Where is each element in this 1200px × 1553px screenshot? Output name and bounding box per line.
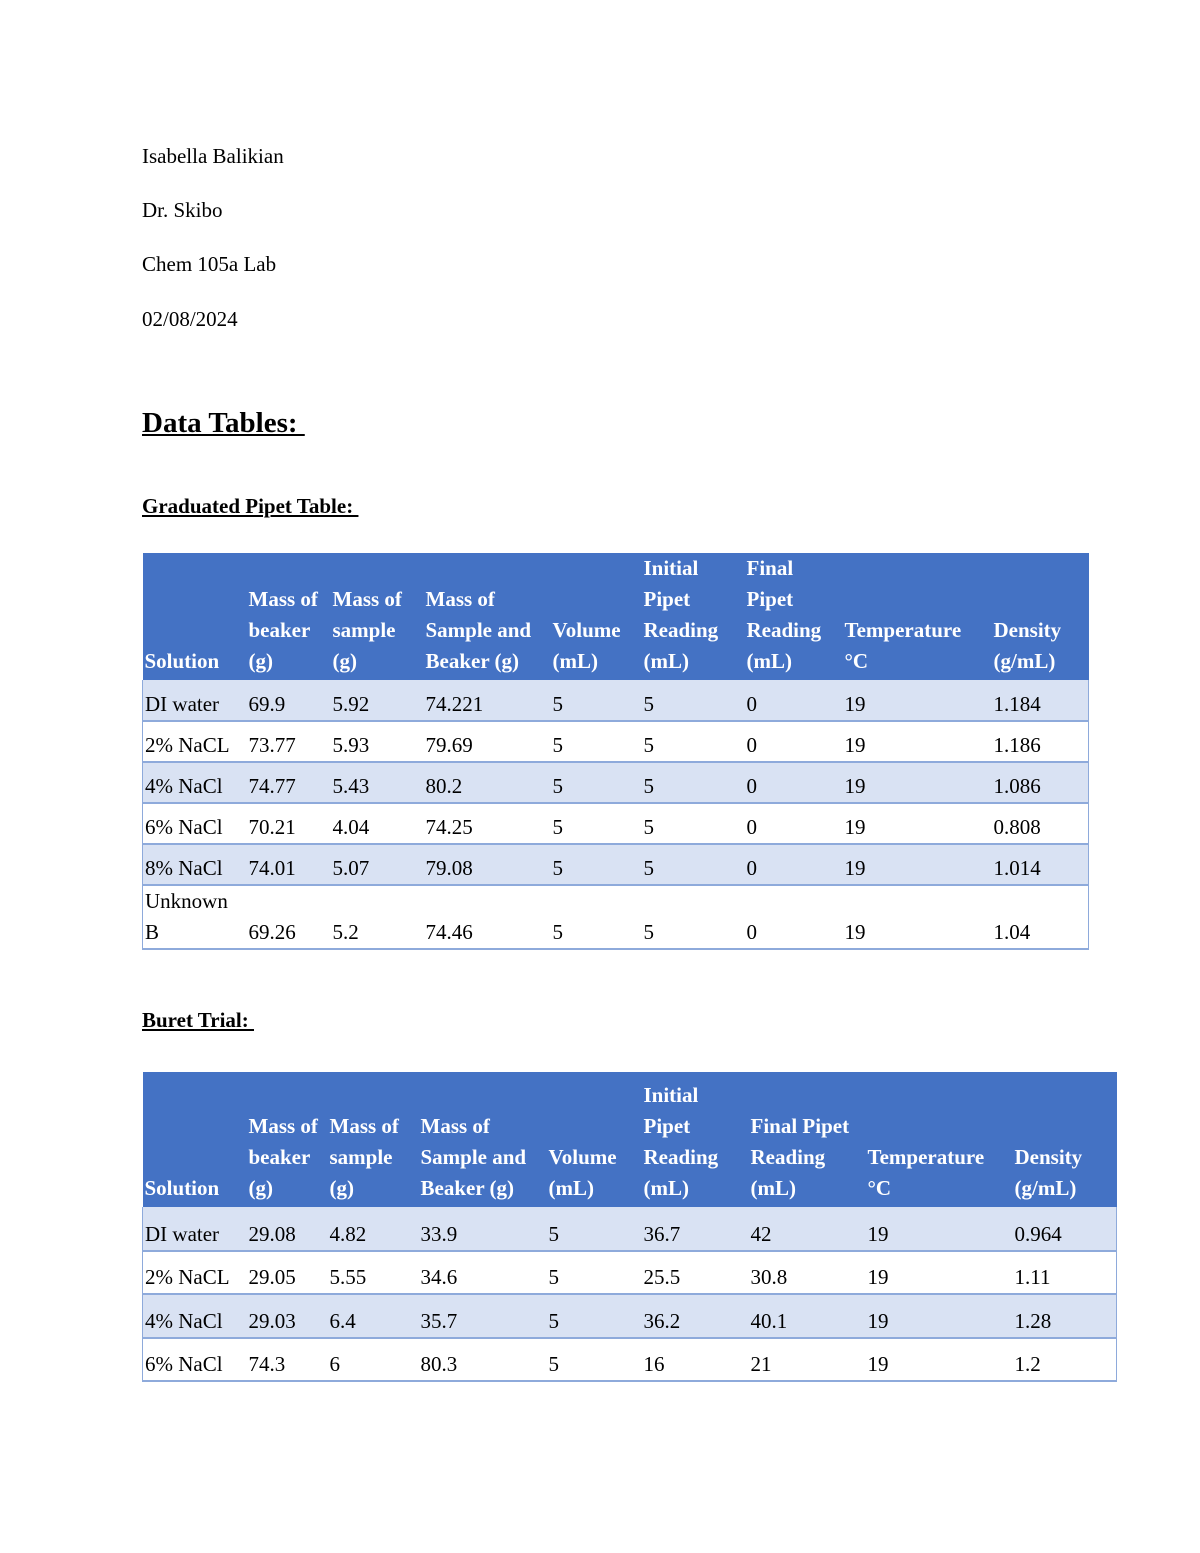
table-cell: 74.77: [247, 762, 331, 803]
table-cell: 0: [745, 803, 843, 844]
table-cell: 5: [547, 1338, 642, 1382]
table-header-row: [143, 553, 1089, 680]
column-header-line: Beaker (g): [420, 1176, 515, 1200]
buret-trial-table-title: Buret Trial:: [142, 1008, 254, 1032]
column-header-line: (mL): [746, 649, 792, 673]
report-date: 02/08/2024: [142, 307, 238, 331]
table-cell: 19: [843, 885, 992, 949]
table-cell: 1.184: [992, 680, 1089, 721]
column-header-line: sample: [332, 618, 396, 642]
table-cell: 0: [745, 721, 843, 762]
column-header-line: Reading: [643, 618, 719, 642]
table-row: [143, 1207, 1117, 1251]
table-cell: 1.11: [1013, 1251, 1117, 1295]
column-header-line: Mass of: [248, 1114, 318, 1138]
column-header-line: Final: [746, 556, 794, 580]
column-header: [247, 553, 331, 680]
table-cell: 1.04: [992, 885, 1089, 949]
column-header-line: Volume: [548, 1145, 617, 1169]
column-header-line: °C: [844, 649, 869, 673]
column-header: [745, 553, 843, 680]
table-row: [143, 885, 1089, 949]
table-cell: 74.01: [247, 844, 331, 885]
table-cell: 1.28: [1013, 1294, 1117, 1338]
table-cell: 30.8: [749, 1251, 866, 1295]
row-label-cell: 2% NaCL: [143, 1251, 247, 1295]
table-cell: 19: [843, 721, 992, 762]
table-cell: 5.93: [331, 721, 424, 762]
column-header-line: (g/mL): [1014, 1176, 1077, 1200]
column-header-line: (mL): [750, 1176, 796, 1200]
table-cell: 19: [843, 762, 992, 803]
graduated-pipet-table-title: Graduated Pipet Table:: [142, 494, 359, 518]
table-cell: 1.014: [992, 844, 1089, 885]
table-cell: 1.086: [992, 762, 1089, 803]
row-label-cell: 4% NaCl: [143, 762, 247, 803]
table-cell: 5: [547, 1207, 642, 1251]
column-header-line: Density: [1014, 1145, 1083, 1169]
column-header: [143, 1072, 247, 1207]
column-header-line: Sample and: [425, 618, 532, 642]
column-header-line: Initial: [643, 556, 699, 580]
column-header: [843, 553, 992, 680]
table-cell: 42: [749, 1207, 866, 1251]
row-label-cell: DI water: [143, 1207, 247, 1251]
table-cell: 36.2: [642, 1294, 749, 1338]
column-header-line: Mass of: [425, 587, 495, 611]
table-cell: 5.2: [331, 885, 424, 949]
column-header: [1013, 1072, 1117, 1207]
column-header-line: Pipet: [643, 1114, 691, 1138]
row-label-cell: 4% NaCl: [143, 1294, 247, 1338]
column-header-line: Mass of: [329, 1114, 399, 1138]
column-header-line: Reading: [746, 618, 822, 642]
column-header-line: °C: [867, 1176, 892, 1200]
table-row: [143, 762, 1089, 803]
column-header: [642, 1072, 749, 1207]
table-cell: 5: [642, 803, 745, 844]
row-label-cell: Unknown B: [143, 885, 247, 949]
table-cell: 5: [547, 1251, 642, 1295]
table-cell: 19: [843, 680, 992, 721]
row-label-cell: DI water: [143, 680, 247, 721]
column-header-line: Solution: [144, 1176, 220, 1200]
table-cell: 70.21: [247, 803, 331, 844]
table-cell: 0: [745, 844, 843, 885]
column-header: [328, 1072, 419, 1207]
column-header-line: Final Pipet: [750, 1114, 850, 1138]
table-cell: 40.1: [749, 1294, 866, 1338]
column-header: [551, 553, 642, 680]
table-cell: 5: [551, 803, 642, 844]
table-cell: 19: [866, 1207, 1013, 1251]
table-cell: 5: [642, 844, 745, 885]
column-header: [247, 1072, 328, 1207]
table-cell: 5: [642, 680, 745, 721]
graduated-pipet-table: [142, 553, 1089, 950]
column-header: [143, 553, 247, 680]
table-row: [143, 721, 1089, 762]
column-header-line: Initial: [643, 1083, 699, 1107]
table-cell: 5: [642, 885, 745, 949]
table-cell: 0: [745, 680, 843, 721]
table-cell: 1.186: [992, 721, 1089, 762]
table-cell: 69.9: [247, 680, 331, 721]
column-header-line: (g): [248, 649, 273, 673]
professor-name: Dr. Skibo: [142, 198, 223, 222]
column-header: [749, 1072, 866, 1207]
table-cell: 69.26: [247, 885, 331, 949]
column-header-line: Mass of: [420, 1114, 490, 1138]
table-row: [143, 680, 1089, 721]
table-cell: 16: [642, 1338, 749, 1382]
table-cell: 80.2: [424, 762, 551, 803]
column-header-line: Pipet: [746, 587, 794, 611]
course-name: Chem 105a Lab: [142, 252, 277, 276]
table-cell: 5: [551, 680, 642, 721]
column-header-line: (mL): [643, 1176, 689, 1200]
data-tables-heading: Data Tables:: [142, 407, 305, 439]
column-header: [331, 553, 424, 680]
table-cell: 6: [328, 1338, 419, 1382]
table-cell: 74.3: [247, 1338, 328, 1382]
table-cell: 0.808: [992, 803, 1089, 844]
table-cell: 5: [642, 762, 745, 803]
column-header-line: (g/mL): [993, 649, 1056, 673]
table-cell: 21: [749, 1338, 866, 1382]
column-header-line: (mL): [552, 649, 598, 673]
table-cell: 29.05: [247, 1251, 328, 1295]
column-header: [866, 1072, 1013, 1207]
column-header-line: (mL): [548, 1176, 594, 1200]
table-row: [143, 1338, 1117, 1382]
table-cell: 19: [866, 1294, 1013, 1338]
column-header-line: Solution: [144, 649, 220, 673]
column-header-line: Beaker (g): [425, 649, 520, 673]
table-cell: 5.43: [331, 762, 424, 803]
row-label-cell: 8% NaCl: [143, 844, 247, 885]
column-header-line: (mL): [643, 649, 689, 673]
table-cell: 36.7: [642, 1207, 749, 1251]
column-header: [547, 1072, 642, 1207]
table-row: [143, 803, 1089, 844]
table-cell: 5: [547, 1294, 642, 1338]
table-cell: 5.55: [328, 1251, 419, 1295]
table-cell: 5.92: [331, 680, 424, 721]
table-cell: 5.07: [331, 844, 424, 885]
table-cell: 74.25: [424, 803, 551, 844]
table-cell: 5: [551, 844, 642, 885]
table-cell: 6.4: [328, 1294, 419, 1338]
column-header-line: Volume: [552, 618, 621, 642]
table-cell: 5: [551, 885, 642, 949]
row-label-cell: 6% NaCl: [143, 803, 247, 844]
column-header-line: (g): [329, 1176, 354, 1200]
table-cell: 0.964: [1013, 1207, 1117, 1251]
table-header-row: [143, 1072, 1117, 1207]
column-header-line: Sample and: [420, 1145, 527, 1169]
table-cell: 19: [866, 1338, 1013, 1382]
column-header-line: Mass of: [332, 587, 402, 611]
table-row: [143, 1251, 1117, 1295]
column-header-line: Mass of: [248, 587, 318, 611]
column-header: [642, 553, 745, 680]
table-cell: 19: [843, 803, 992, 844]
table-cell: 5: [551, 762, 642, 803]
column-header-line: Reading: [750, 1145, 826, 1169]
row-label-cell: 6% NaCl: [143, 1338, 247, 1382]
column-header: [992, 553, 1089, 680]
table-cell: 25.5: [642, 1251, 749, 1295]
column-header-line: Density: [993, 618, 1062, 642]
table-cell: 74.46: [424, 885, 551, 949]
table-cell: 29.03: [247, 1294, 328, 1338]
row-label-cell: 2% NaCL: [143, 721, 247, 762]
column-header-line: Pipet: [643, 587, 691, 611]
column-header-line: beaker: [248, 1145, 311, 1169]
author-name: Isabella Balikian: [142, 144, 284, 168]
table-cell: 33.9: [419, 1207, 547, 1251]
column-header: [424, 553, 551, 680]
buret-trial-table: [142, 1072, 1117, 1382]
table-cell: 35.7: [419, 1294, 547, 1338]
column-header-line: Temperature: [867, 1145, 985, 1169]
table-cell: 5: [551, 721, 642, 762]
column-header: [419, 1072, 547, 1207]
table-cell: 79.69: [424, 721, 551, 762]
table-row: [143, 1294, 1117, 1338]
table-cell: 74.221: [424, 680, 551, 721]
table-row: [143, 844, 1089, 885]
column-header-line: Temperature: [844, 618, 962, 642]
table-cell: 1.2: [1013, 1338, 1117, 1382]
table-cell: 34.6: [419, 1251, 547, 1295]
table-cell: 4.04: [331, 803, 424, 844]
table-cell: 0: [745, 885, 843, 949]
column-header-line: Reading: [643, 1145, 719, 1169]
table-cell: 19: [843, 844, 992, 885]
table-cell: 0: [745, 762, 843, 803]
column-header-line: (g): [332, 649, 357, 673]
table-cell: 4.82: [328, 1207, 419, 1251]
table-cell: 29.08: [247, 1207, 328, 1251]
table-cell: 5: [642, 721, 745, 762]
table-cell: 19: [866, 1251, 1013, 1295]
column-header-line: sample: [329, 1145, 393, 1169]
column-header-line: beaker: [248, 618, 311, 642]
table-cell: 73.77: [247, 721, 331, 762]
table-cell: 79.08: [424, 844, 551, 885]
column-header-line: (g): [248, 1176, 273, 1200]
table-cell: 80.3: [419, 1338, 547, 1382]
